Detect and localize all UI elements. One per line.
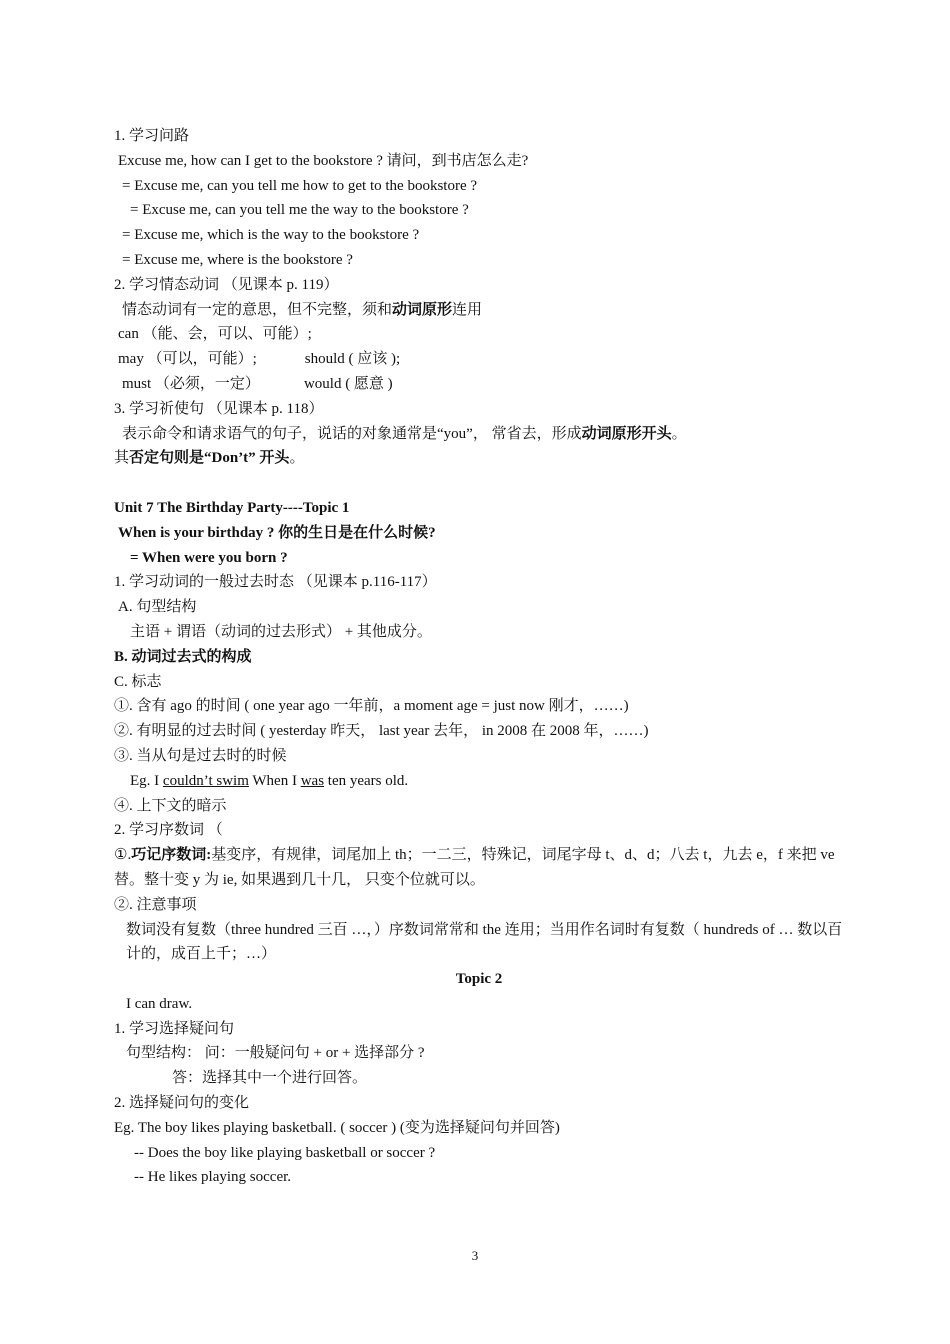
document-body (114, 124, 844, 1190)
text-line: 主语 + 谓语（动词的过去形式） + 其他成分。 (130, 623, 432, 640)
answer-line: -- Does the boy like playing basketball or soccer ? (134, 1144, 436, 1161)
topic-title: Topic 2 (455, 971, 503, 988)
spacer (114, 471, 844, 496)
text-line: C. 标志 (114, 673, 162, 690)
text-line: ④. 上下文的暗示 (114, 797, 227, 814)
text-line: ③. 当从句是过去时的时候 (114, 747, 287, 764)
text-line: I can draw. (126, 995, 193, 1012)
text-line: 其否定句则是“Don’t” 开头。 (114, 450, 305, 467)
text-line: ②. 有明显的过去时间 ( yesterday 昨天， last year 去年， in 2008 在 2008 年，……) (114, 723, 649, 740)
text-line: = Excuse me, can you tell me the way to the bookstore ? (130, 202, 469, 219)
text-line: 表示命令和请求语气的句子，说话的对象通常是“you”， 常省去，形成动词原形开头。 (122, 425, 687, 442)
heading-alternative-questions: 1. 学习选择疑问句 (114, 1020, 235, 1037)
example-line: Eg. I couldn’t swim When I was ten years old. (130, 772, 409, 789)
text-line: 句型结构： 问：一般疑问句 + or + 选择部分 ? (126, 1045, 425, 1062)
example-line: Eg. The boy likes playing basketball. ( soccer ) (变为选择疑问句并回答) (114, 1119, 560, 1136)
text-line: = Excuse me, where is the bookstore ? (122, 251, 353, 268)
text-line: 答：选择其中一个进行回答。 (172, 1070, 368, 1087)
text-line: = Excuse me, which is the way to the bookstore ? (122, 227, 420, 244)
unit-title: Unit 7 The Birthday Party----Topic 1 (114, 499, 350, 516)
heading-modal-verbs: 2. 学习情态动词 （见课本 p. 119） (114, 276, 339, 293)
text-line: B. 动词过去式的构成 (114, 648, 252, 665)
answer-line: -- He likes playing soccer. (134, 1169, 292, 1186)
text-line: 情态动词有一定的意思，但不完整，须和动词原形连用 (122, 301, 483, 318)
text-line: ②. 注意事项 (114, 896, 197, 913)
text-line: = Excuse me, can you tell me how to get to the bookstore ? (122, 177, 478, 194)
text-line: Excuse me, how can I get to the bookstore ? 请问，到书店怎么走? (118, 152, 529, 169)
heading-imperative: 3. 学习祈使句 （见课本 p. 118） (114, 400, 324, 417)
heading-question-change: 2. 选择疑问句的变化 (114, 1095, 250, 1112)
text-line: must （必须，一定） would ( 愿意 ) (122, 375, 393, 392)
heading-past-tense: 1. 学习动词的一般过去时态 （见课本 p.116-117） (114, 574, 437, 591)
text-line: A. 句型结构 (118, 599, 197, 616)
heading-ordinals: 2. 学习序数词 （ (114, 822, 223, 839)
text-line: can （能、会，可以、可能）; (118, 326, 312, 343)
text-line: = When were you born ? (130, 549, 288, 566)
page-number: 3 (471, 1248, 479, 1263)
heading-asking-way: 1. 学习问路 (114, 128, 190, 144)
text-line: may （可以，可能）; should ( 应该 ); (118, 351, 401, 368)
text-line: When is your birthday ? 你的生日是在什么时候? (118, 524, 436, 541)
paragraph-notes: 数词没有复数（three hundred 三百 …，）序数词常常和 the 连用；当用作名词时有复数（ hundreds of … 数以百计的，成百上千；…） (126, 921, 843, 963)
paragraph-ordinals-tip: ①.巧记序数词:基变序，有规律，词尾加上 th；一二三，特殊记，词尾字母 t、d、d；八去 t，九去 e，f 来把 ve 替。整十变 y 为 ie, 如果遇到几十几， 只变个位就可以。 (114, 847, 835, 888)
text-line: ①. 含有 ago 的时间 ( one year ago 一年前，a moment age = just now 刚才，……) (114, 698, 629, 715)
